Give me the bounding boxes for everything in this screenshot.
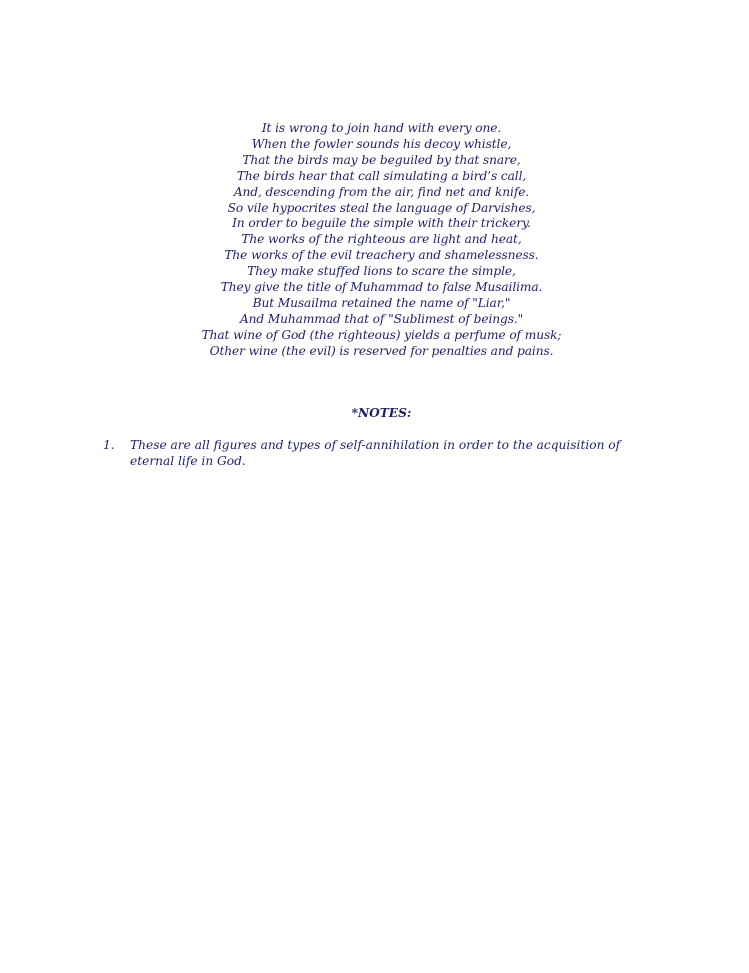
note-item [103, 437, 663, 469]
poem-block [0, 121, 749, 360]
poem-line: And, descending from the air, find net and knife. [233, 184, 530, 199]
notes-list [103, 437, 663, 469]
poem-line: So vile hypocrites steal the language of Darvishes, [227, 200, 536, 215]
poem-line: The birds hear that call simulating a bird’s call, [236, 168, 527, 183]
note-text: These are all figures and types of self-annihilation in order to the acquisition of eternal life in God. [130, 438, 621, 468]
poem-line: The works of the evil treachery and shamelessness. [224, 248, 539, 263]
poem-line: They make stuffed lions to scare the simple, [247, 264, 516, 279]
poem-line: In order to beguile the simple with their trickery. [232, 216, 531, 231]
notes-heading: *NOTES: [351, 406, 412, 420]
poem-line: Other wine (the evil) is reserved for penalties and pains. [209, 343, 554, 358]
poem-line: That the birds may be beguiled by that snare, [242, 152, 521, 167]
poem-line: But Musailma retained the name of "Liar," [252, 295, 511, 310]
poem-line: And Muhammad that of "Sublimest of beings." [239, 311, 524, 326]
poem-line: The works of the righteous are light and heat, [241, 232, 522, 247]
poem-line: They give the title of Muhammad to false Musailima. [220, 280, 543, 295]
poem-line: That wine of God (the righteous) yields a perfume of musk; [201, 327, 562, 342]
poem-line: It is wrong to join hand with every one. [261, 121, 502, 135]
note-number: 1. [103, 438, 115, 452]
poem-line: When the fowler sounds his decoy whistle, [251, 136, 512, 151]
